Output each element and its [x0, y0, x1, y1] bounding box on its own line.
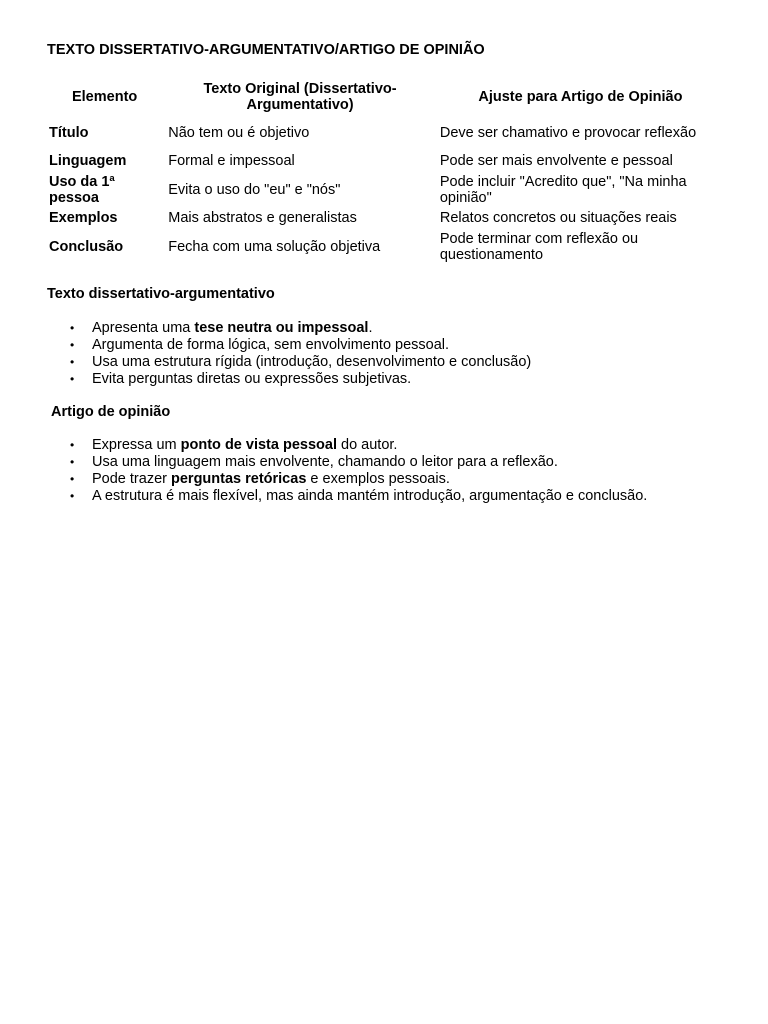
row-element-cell: Título [49, 124, 89, 141]
bullet-list-dissertativo [70, 320, 730, 388]
row-element-cell: Conclusão [49, 238, 124, 255]
table-row [45, 172, 725, 208]
section-heading-artigo: Artigo de opinião [51, 404, 171, 420]
comparison-table [45, 79, 725, 265]
section-heading-dissertativo: Texto dissertativo-argumentativo [47, 286, 275, 302]
row-original-cell: Formal e impessoal [168, 153, 295, 170]
row-adjust-cell: Deve ser chamativo e provocar reflexão [439, 124, 697, 141]
row-original-cell: Evita o uso do "eu" e "nós" [168, 181, 341, 198]
column-header-texto-original: Texto Original (Dissertativo-Argumentativo) [203, 80, 397, 113]
row-original-cell: Não tem ou é objetivo [168, 124, 310, 141]
bullet-icon: • [70, 355, 75, 369]
bullet-icon: • [70, 472, 75, 486]
bullet-icon: • [70, 372, 75, 386]
bullet-icon: • [70, 338, 75, 352]
bullet-list-artigo [70, 437, 730, 505]
list-item: • Pode trazer perguntas retóricas e exemplos pessoais. [70, 471, 450, 487]
bullet-icon: • [70, 455, 75, 469]
list-item: • Expressa um ponto de vista pessoal do autor. [70, 437, 398, 453]
list-item: • Evita perguntas diretas ou expressões subjetivas. [70, 371, 412, 387]
row-element-cell: Exemplos [49, 210, 118, 227]
bullet-icon: • [70, 321, 75, 335]
row-element-cell: Uso da 1ª pessoa [49, 173, 115, 206]
document-title: TEXTO DISSERTATIVO-ARGUMENTATIVO/ARTIGO DE OPINIÃO [47, 42, 485, 58]
row-original-cell: Mais abstratos e generalistas [168, 210, 357, 227]
list-item: • Argumenta de forma lógica, sem envolvimento pessoal. [70, 337, 450, 353]
bullet-icon: • [70, 438, 75, 452]
column-header-ajuste: Ajuste para Artigo de Opinião [478, 88, 683, 105]
list-item: • Usa uma estrutura rígida (introdução, desenvolvimento e conclusão) [70, 354, 532, 370]
table-row [45, 229, 725, 265]
column-header-elemento: Elemento [71, 88, 138, 105]
list-item: • Usa uma linguagem mais envolvente, chamando o leitor para a reflexão. [70, 454, 558, 470]
row-element-cell: Linguagem [49, 153, 127, 170]
table-row [45, 208, 725, 229]
list-item: • Apresenta uma tese neutra ou impessoal. [70, 320, 373, 336]
row-adjust-cell: Relatos concretos ou situações reais [439, 210, 677, 227]
row-original-cell: Fecha com uma solução objetiva [168, 238, 381, 255]
table-row [45, 115, 725, 151]
row-adjust-cell: Pode incluir "Acredito que", "Na minha opinião" [439, 173, 687, 206]
table-row [45, 151, 725, 172]
row-adjust-cell: Pode ser mais envolvente e pessoal [439, 153, 673, 170]
bullet-icon: • [70, 489, 75, 503]
list-item: • A estrutura é mais flexível, mas ainda mantém introdução, argumentação e conclusão. [70, 488, 648, 504]
table-header-row [45, 79, 725, 115]
row-adjust-cell: Pode terminar com reflexão ou questionamento [439, 230, 639, 263]
